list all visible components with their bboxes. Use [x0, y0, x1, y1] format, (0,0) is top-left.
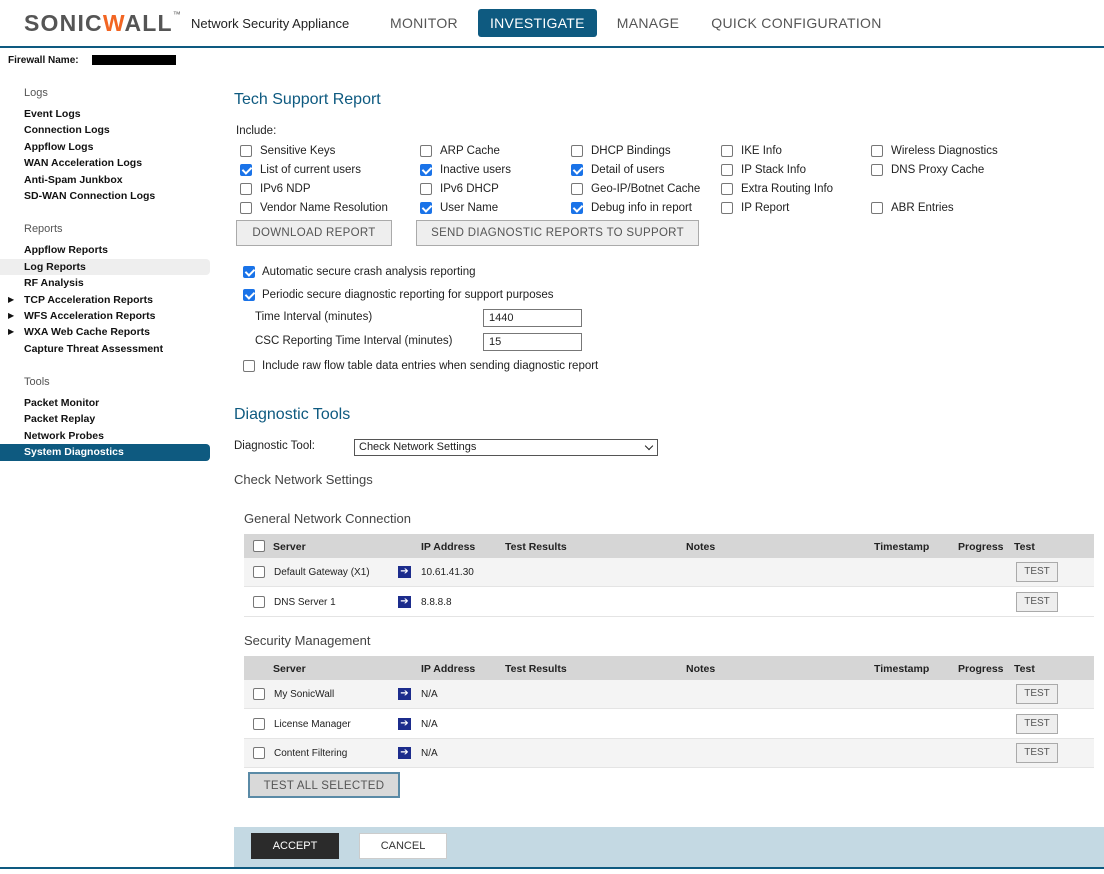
sidebar-item-capture-threat-assessment[interactable]: Capture Threat Assessment: [24, 342, 164, 355]
arrow-right-icon[interactable]: ➔: [398, 688, 411, 700]
sidebar-item-system-diagnostics[interactable]: System Diagnostics: [0, 444, 210, 460]
security-management-heading: Security Management: [244, 633, 371, 648]
include-option-checkbox[interactable]: [420, 145, 432, 157]
periodic-reporting-label: Periodic secure diagnostic reporting for support purposes: [262, 289, 554, 301]
ip-address-cell: 10.61.41.30: [421, 567, 474, 578]
include-option-checkbox[interactable]: [571, 164, 583, 176]
diagnostic-tools-title: Diagnostic Tools: [234, 406, 351, 423]
col-progress: Progress: [958, 663, 1004, 675]
include-option-label: Sensitive Keys: [260, 145, 336, 157]
test-button[interactable]: TEST: [1016, 714, 1058, 734]
time-interval-input[interactable]: 1440: [483, 309, 582, 327]
csc-interval-input[interactable]: 15: [483, 333, 582, 351]
table-row: [244, 710, 1094, 739]
include-option-checkbox[interactable]: [571, 145, 583, 157]
footer-divider: [0, 867, 1104, 869]
auto-crash-checkbox[interactable]: [243, 266, 255, 278]
diagnostic-tool-value: Check Network Settings: [359, 441, 477, 453]
include-option-checkbox[interactable]: [721, 202, 733, 214]
sidebar-item-wxa-web-cache-reports[interactable]: [0, 324, 212, 340]
sidebar-item-event-logs[interactable]: Event Logs: [24, 108, 81, 120]
col-timestamp: Timestamp: [874, 541, 930, 553]
row-checkbox[interactable]: [253, 747, 265, 759]
include-label: Include:: [236, 125, 277, 137]
sidebar: [0, 84, 212, 461]
include-option-label: IPv6 NDP: [260, 183, 311, 195]
include-option-checkbox[interactable]: [571, 183, 583, 195]
row-checkbox[interactable]: [253, 718, 265, 730]
main-nav: [378, 9, 902, 37]
select-all-checkbox[interactable]: [253, 540, 265, 552]
ip-address-cell: N/A: [421, 718, 438, 730]
sidebar-heading-reports: Reports: [24, 223, 63, 236]
include-option-label: ARP Cache: [440, 145, 500, 157]
include-option-checkbox[interactable]: [871, 145, 883, 157]
download-report-button[interactable]: DOWNLOAD REPORT: [236, 220, 392, 246]
include-option-checkbox[interactable]: [420, 164, 432, 176]
include-option-checkbox[interactable]: [420, 202, 432, 214]
server-cell: Content Filtering: [274, 748, 348, 759]
sidebar-item-label: WFS Acceleration Reports: [24, 309, 156, 322]
col-test-results: Test Results: [505, 663, 567, 675]
check-network-settings-title: Check Network Settings: [234, 472, 373, 487]
include-option-label: Detail of users: [591, 164, 665, 176]
col-progress: Progress: [958, 541, 1004, 553]
send-diagnostic-reports-button[interactable]: SEND DIAGNOSTIC REPORTS TO SUPPORT: [416, 220, 699, 246]
time-interval-label: Time Interval (minutes): [255, 311, 373, 323]
sidebar-item-sdwan-connection-logs[interactable]: SD-WAN Connection Logs: [24, 189, 156, 202]
ip-address-cell: N/A: [421, 689, 438, 700]
col-server: Server: [273, 663, 306, 675]
server-cell: License Manager: [274, 718, 351, 730]
col-test-results: Test Results: [505, 541, 567, 553]
nav-manage[interactable]: MANAGE: [616, 15, 680, 31]
raw-flow-label: Include raw flow table data entries when sending diagnostic report: [262, 360, 599, 372]
app-name: Network Security Appliance: [191, 16, 350, 31]
include-option-label: DNS Proxy Cache: [891, 164, 985, 176]
ip-address-cell: N/A: [421, 748, 438, 759]
sidebar-item-appflow-reports[interactable]: Appflow Reports: [24, 244, 108, 257]
sidebar-item-label: WXA Web Cache Reports: [24, 326, 151, 339]
include-option-checkbox[interactable]: [571, 202, 583, 214]
diagnostic-tool-select[interactable]: [354, 439, 658, 456]
accept-button[interactable]: ACCEPT: [251, 833, 339, 859]
include-option-checkbox[interactable]: [871, 164, 883, 176]
arrow-right-icon[interactable]: ➔: [398, 747, 411, 759]
sonicwall-logo: SONICWALL™: [24, 10, 182, 36]
col-test: Test: [1014, 541, 1035, 553]
include-option-checkbox[interactable]: [420, 183, 432, 195]
top-header: [0, 0, 1104, 46]
include-option-label: Extra Routing Info: [741, 183, 834, 195]
include-option-checkbox[interactable]: [871, 202, 883, 214]
table-row: [244, 558, 1094, 587]
sidebar-item-appflow-logs[interactable]: Appflow Logs: [24, 140, 94, 153]
sidebar-item-label: TCP Acceleration Reports: [24, 293, 153, 306]
test-all-selected-button[interactable]: TEST ALL SELECTED: [248, 772, 400, 798]
nav-quick-configuration[interactable]: QUICK CONFIGURATION: [711, 15, 882, 31]
test-button[interactable]: TEST: [1016, 684, 1058, 704]
sidebar-heading-tools: Tools: [24, 376, 50, 389]
nav-monitor[interactable]: MONITOR: [390, 15, 458, 31]
expand-arrow-icon[interactable]: ▶: [8, 294, 15, 304]
row-checkbox[interactable]: [253, 596, 265, 608]
sidebar-item-tcp-acceleration-reports[interactable]: [0, 292, 212, 308]
include-option-checkbox[interactable]: [240, 164, 252, 176]
periodic-reporting-checkbox[interactable]: [243, 289, 255, 301]
sidebar-item-network-probes[interactable]: Network Probes: [24, 429, 104, 442]
include-option-checkbox[interactable]: [721, 183, 733, 195]
general-table-header: [244, 534, 1094, 558]
include-option-label: IP Stack Info: [741, 164, 806, 176]
sidebar-item-packet-replay[interactable]: Packet Replay: [24, 413, 96, 426]
include-option-checkbox[interactable]: [240, 145, 252, 157]
test-button[interactable]: TEST: [1016, 562, 1058, 582]
header-divider: [0, 46, 1104, 48]
include-option-label: List of current users: [260, 164, 361, 176]
sidebar-item-connection-logs[interactable]: Connection Logs: [24, 124, 110, 137]
sidebar-item-wan-acceleration-logs[interactable]: WAN Acceleration Logs: [24, 157, 143, 170]
sidebar-item-log-reports[interactable]: Log Reports: [0, 259, 210, 275]
include-option-label: IKE Info: [741, 145, 782, 157]
row-checkbox[interactable]: [253, 566, 265, 578]
security-table-header: [244, 656, 1094, 680]
tech-support-title: Tech Support Report: [234, 91, 381, 108]
col-test: Test: [1014, 663, 1035, 675]
auto-crash-label: Automatic secure crash analysis reporting: [262, 266, 476, 278]
include-option-label: ABR Entries: [891, 202, 954, 214]
footer-bar: [234, 827, 1104, 867]
table-row: [244, 739, 1094, 768]
row-checkbox[interactable]: [253, 688, 265, 700]
include-option-label: IPv6 DHCP: [440, 183, 499, 195]
csc-interval-label: CSC Reporting Time Interval (minutes): [255, 335, 453, 347]
col-ip-address: IP Address: [421, 663, 476, 675]
expand-arrow-icon[interactable]: ▶: [8, 310, 15, 320]
server-cell: My SonicWall: [274, 689, 335, 700]
sidebar-item-anti-spam-junkbox[interactable]: Anti-Spam Junkbox: [24, 173, 123, 186]
table-row: [244, 588, 1094, 617]
server-cell: DNS Server 1: [274, 596, 336, 608]
include-option-checkbox[interactable]: [721, 145, 733, 157]
expand-arrow-icon[interactable]: ▶: [8, 327, 15, 337]
include-option-label: Wireless Diagnostics: [891, 145, 998, 157]
include-option-label: Geo-IP/Botnet Cache: [591, 183, 701, 195]
arrow-right-icon[interactable]: ➔: [398, 566, 411, 578]
include-option-label: DHCP Bindings: [591, 145, 671, 157]
sidebar-heading-logs: Logs: [24, 87, 48, 99]
sidebar-item-wfs-acceleration-reports[interactable]: [0, 308, 212, 324]
nav-investigate[interactable]: INVESTIGATE: [478, 9, 597, 37]
arrow-right-icon[interactable]: ➔: [398, 718, 411, 730]
chevron-down-icon: [645, 442, 653, 450]
firewall-name-label: Firewall Name:: [8, 55, 79, 66]
include-option-label: Vendor Name Resolution: [260, 202, 388, 214]
sidebar-item-rf-analysis[interactable]: RF Analysis: [24, 277, 84, 290]
general-network-heading: General Network Connection: [244, 511, 411, 526]
include-option-checkbox[interactable]: [240, 183, 252, 195]
table-row: [244, 680, 1094, 709]
firewall-name-redacted: [92, 55, 176, 65]
sidebar-item-packet-monitor[interactable]: Packet Monitor: [24, 397, 100, 410]
server-cell: Default Gateway (X1): [274, 567, 370, 578]
include-option-checkbox[interactable]: [721, 164, 733, 176]
cancel-button[interactable]: CANCEL: [359, 833, 447, 859]
diagnostic-tool-label: Diagnostic Tool:: [234, 440, 315, 452]
include-option-label: User Name: [440, 202, 499, 214]
include-option-label: IP Report: [741, 202, 790, 214]
raw-flow-checkbox[interactable]: [243, 360, 255, 372]
col-timestamp: Timestamp: [874, 663, 930, 675]
test-button[interactable]: TEST: [1016, 743, 1058, 763]
col-server: Server: [273, 541, 306, 553]
include-option-label: Debug info in report: [591, 202, 693, 214]
ip-address-cell: 8.8.8.8: [421, 596, 452, 608]
include-option-label: Inactive users: [440, 164, 511, 176]
col-notes: Notes: [686, 541, 716, 553]
test-button[interactable]: TEST: [1016, 592, 1058, 612]
col-ip-address: IP Address: [421, 541, 476, 553]
col-notes: Notes: [686, 663, 716, 675]
arrow-right-icon[interactable]: ➔: [398, 596, 411, 608]
include-option-checkbox[interactable]: [240, 202, 252, 214]
